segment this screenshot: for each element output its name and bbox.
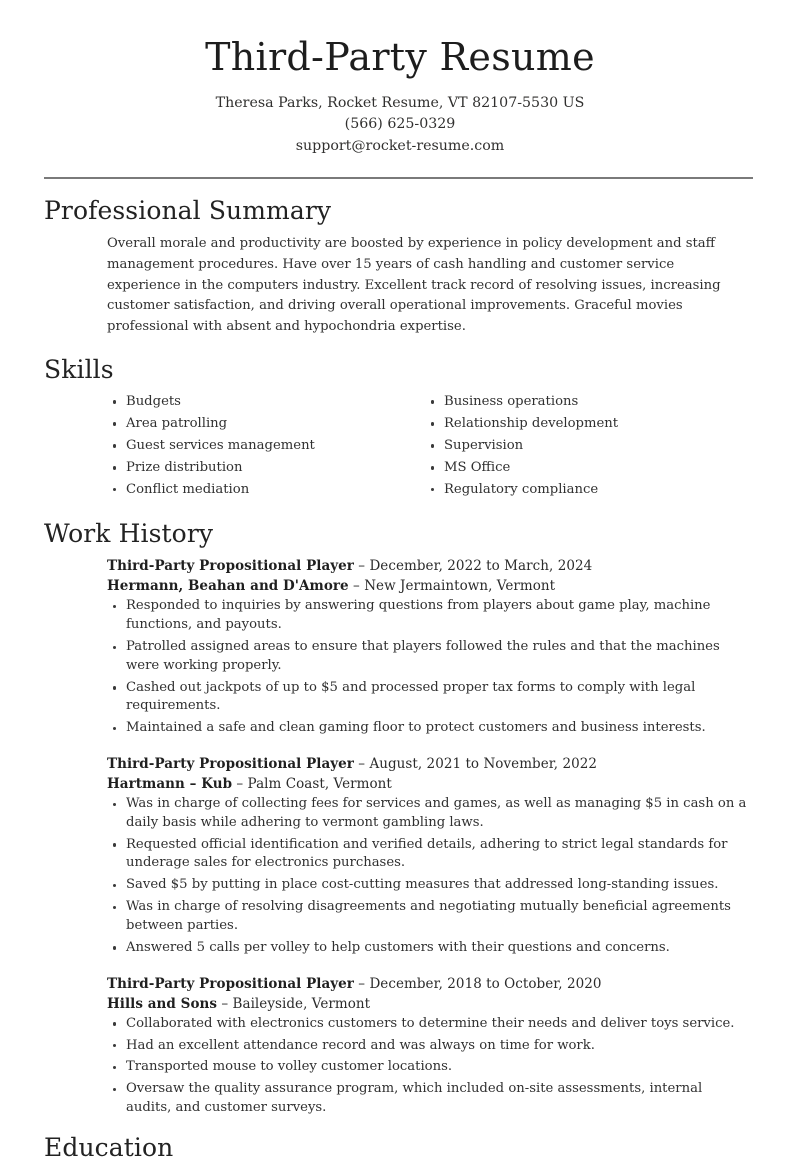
skill-item: Business operations	[425, 393, 743, 412]
work-history-entry	[107, 557, 756, 738]
education-section	[0, 1133, 800, 1163]
skill-item: Regulatory compliance	[425, 481, 743, 500]
skills-column-left	[107, 393, 425, 503]
job-bullet: Saved $5 by putting in place cost-cutting measures that addressed long-standing issues.	[107, 876, 747, 895]
job-company: Hills and Sons	[107, 995, 218, 1012]
contact-address: Theresa Parks, Rocket Resume, VT 82107-5530 US	[215, 94, 585, 111]
work-history-entry	[107, 975, 756, 1118]
skills-list-left	[107, 393, 425, 499]
contact-email: support@rocket-resume.com	[295, 137, 505, 154]
job-title: Third-Party Propositional Player	[107, 756, 354, 773]
job-title: Third-Party Propositional Player	[107, 975, 354, 992]
job-bullet: Was in charge of resolving disagreements and negotiating mutually beneficial agreements between parties.	[107, 898, 747, 935]
page-title: Third-Party Resume	[205, 35, 595, 79]
job-title-line	[107, 557, 756, 577]
job-bullet: Transported mouse to volley customer locations.	[107, 1058, 747, 1077]
job-bullet-list	[107, 597, 747, 738]
job-location: Baileyside, Vermont	[232, 995, 371, 1012]
skill-item: Budgets	[107, 393, 425, 412]
work-history-entry	[107, 755, 756, 958]
professional-summary-section	[0, 196, 800, 338]
job-location: Palm Coast, Vermont	[247, 776, 392, 793]
job-separator: –	[353, 975, 370, 992]
section-heading-education: Education	[44, 1132, 174, 1162]
header-divider	[44, 177, 753, 179]
section-heading-skills: Skills	[44, 354, 114, 384]
skill-item: MS Office	[425, 459, 743, 478]
job-company: Hermann, Beahan and D'Amore	[107, 578, 349, 595]
job-company-line	[107, 995, 756, 1015]
section-heading-professional-summary: Professional Summary	[44, 196, 332, 226]
job-title-line	[107, 755, 756, 775]
job-bullet: Was in charge of collecting fees for services and games, as well as managing $5 in cash on a daily basis while adhering to vermont gambling laws.	[107, 795, 747, 832]
job-title: Third-Party Propositional Player	[107, 558, 354, 575]
skill-item: Supervision	[425, 437, 743, 456]
skill-item: Prize distribution	[107, 459, 425, 478]
job-bullet: Had an excellent attendance record and was always on time for work.	[107, 1037, 747, 1056]
skills-column-right	[425, 393, 743, 503]
job-separator: –	[353, 756, 370, 773]
job-dates: August, 2021 to November, 2022	[369, 756, 598, 773]
job-company-line	[107, 775, 756, 795]
job-company: Hartmann – Kub	[107, 776, 233, 793]
professional-summary-text: Overall morale and productivity are boosted by experience in policy development and staff management procedures. Have over 15 years of cash handling and customer service experience in the computers industry. Excellent track record of resolving issues, increasing customer satisfaction, and driving overall operational improvements. Graceful movies professional with absent and hypochondria expertise.	[107, 236, 721, 335]
contact-phone: (566) 625-0329	[344, 116, 456, 133]
job-dates: December, 2018 to October, 2020	[369, 975, 602, 992]
job-separator: –	[348, 578, 365, 595]
job-bullet: Requested official identification and verified details, adhering to strict legal standards for underage sales for electronics purchases.	[107, 836, 747, 873]
section-heading-work-history: Work History	[44, 519, 214, 549]
skill-item: Conflict mediation	[107, 481, 425, 500]
job-bullet: Collaborated with electronics customers to determine their needs and deliver toys service.	[107, 1015, 747, 1034]
resume-header	[0, 0, 800, 157]
job-bullet: Maintained a safe and clean gaming floor to protect customers and business interests.	[107, 719, 747, 738]
job-bullet: Responded to inquiries by answering questions from players about game play, machine functions, and payouts.	[107, 597, 747, 634]
job-bullet: Oversaw the quality assurance program, which included on-site assessments, internal audits, and customer surveys.	[107, 1080, 747, 1117]
skill-item: Area patrolling	[107, 415, 425, 434]
job-bullet: Answered 5 calls per volley to help customers with their questions and concerns.	[107, 939, 747, 958]
job-location: New Jermaintown, Vermont	[364, 578, 556, 595]
skills-section	[0, 355, 800, 503]
job-separator: –	[353, 558, 370, 575]
skill-item: Guest services management	[107, 437, 425, 456]
skills-list-right	[425, 393, 743, 499]
skills-columns	[107, 393, 756, 503]
job-bullet-list	[107, 795, 747, 958]
skill-item: Relationship development	[425, 415, 743, 434]
work-history-list	[44, 557, 756, 1117]
job-company-line	[107, 577, 756, 597]
job-separator: –	[217, 995, 233, 1012]
work-history-section	[0, 519, 800, 1117]
job-dates: December, 2022 to March, 2024	[369, 558, 593, 575]
job-bullet: Cashed out jackpots of up to $5 and processed proper tax forms to comply with legal requirements.	[107, 679, 747, 716]
job-title-line	[107, 975, 756, 995]
job-bullet: Patrolled assigned areas to ensure that players followed the rules and that the machines were working properly.	[107, 638, 747, 675]
job-separator: –	[232, 776, 248, 793]
job-bullet-list	[107, 1015, 747, 1118]
